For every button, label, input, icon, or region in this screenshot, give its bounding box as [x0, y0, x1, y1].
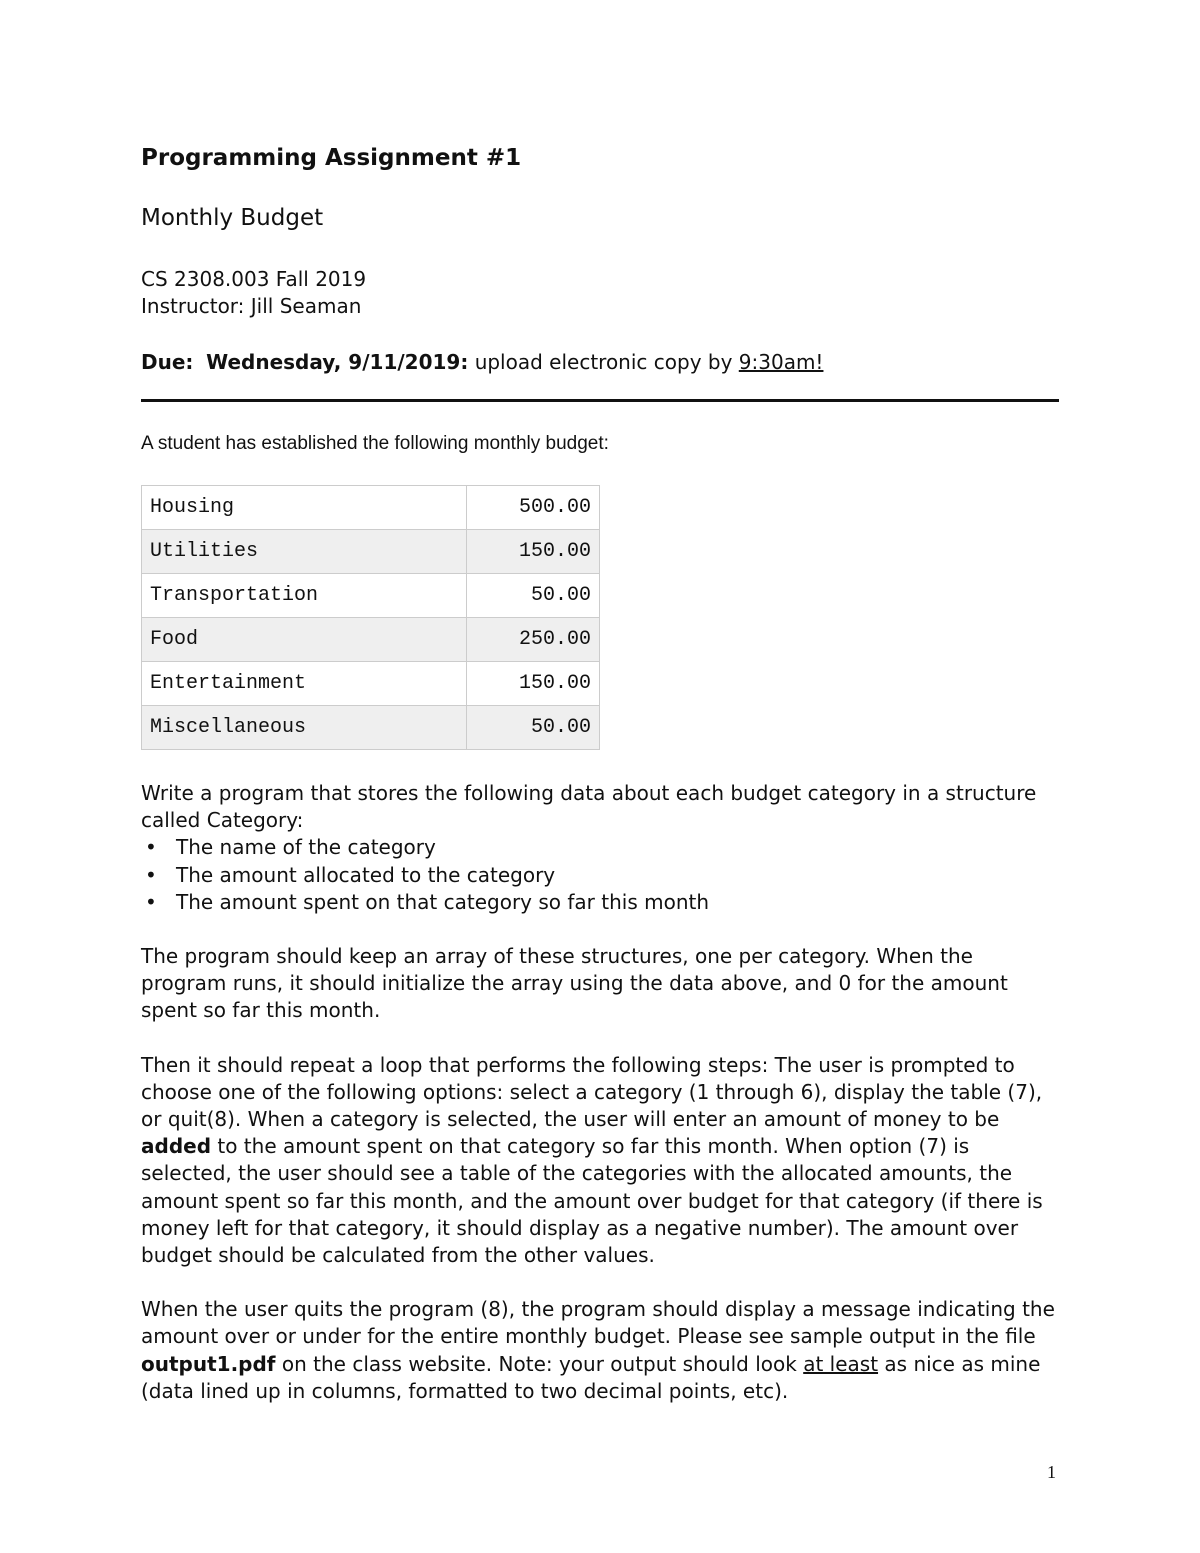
paragraph-array: The program should keep an array of these structures, one per category. When the program runs, it should initialize the array using the data above, and 0 for the amount spent so far this month.	[141, 944, 1008, 1023]
category-cell: Housing	[142, 486, 467, 530]
paragraph-quit-text-b: on the class website. Note: your output should look	[275, 1351, 804, 1376]
intro-text: A student has established the following monthly budget:	[141, 433, 609, 454]
category-cell: Transportation	[142, 574, 467, 618]
document-page	[141, 142, 1059, 1405]
paragraph-structure: Write a program that stores the following data about each budget category in a structure called Category:	[141, 781, 1037, 833]
paragraph-loop-text-a: Then it should repeat a loop that performs the following steps: The user is prompted to choose one of the following options: select a category (1 through 6), display the table (7), or quit(8). When a category is selected, the user will enter an amount of money to be	[141, 1052, 1043, 1132]
table-row	[142, 574, 600, 618]
output-filename: output1.pdf	[141, 1351, 276, 1376]
table-row	[142, 486, 600, 530]
due-label: Due:	[141, 350, 194, 374]
paragraph-loop	[141, 1052, 1059, 1270]
bullet-icon: •	[145, 862, 157, 887]
table-row	[142, 530, 600, 574]
course-line: CS 2308.003 Fall 2019	[141, 267, 367, 291]
category-cell: Food	[142, 618, 467, 662]
list-item-text: The amount allocated to the category	[176, 862, 556, 887]
list-item	[141, 889, 1059, 916]
amount-cell: 500.00	[467, 486, 600, 530]
list-item-text: The amount spent on that category so far this month	[176, 889, 710, 914]
budget-table	[141, 485, 600, 750]
instructor-line: Instructor: Jill Seaman	[141, 294, 362, 318]
bullet-icon: •	[145, 889, 157, 914]
amount-cell: 50.00	[467, 574, 600, 618]
table-row	[142, 618, 600, 662]
table-row	[142, 662, 600, 706]
paragraph-quit-text-c: as nice as mine (data lined up in columns, formatted to two decimal points, etc).	[141, 1351, 1041, 1403]
assignment-subtitle: Monthly Budget	[141, 205, 324, 231]
amount-cell: 250.00	[467, 618, 600, 662]
category-cell: Entertainment	[142, 662, 467, 706]
paragraph-loop-bold: added	[141, 1134, 212, 1159]
horizontal-divider	[141, 399, 1059, 402]
page-number: 1	[1047, 1462, 1056, 1482]
amount-cell: 150.00	[467, 530, 600, 574]
paragraph-loop-text-b: to the amount spent on that category so far this month. When option (7) is selected, the user should see a table of the categories with the allocated amounts, the amount spent so far this month, and the amount over budget for that category (if there is money left for that category, it should display as a negative number). The amount over budget should be calculated from the other values.	[141, 1134, 1043, 1268]
amount-cell: 50.00	[467, 706, 600, 750]
due-date: Wednesday, 9/11/2019:	[206, 350, 469, 374]
paragraph-quit-text-a: When the user quits the program (8), the program should display a message indicating the amount over or under for the entire monthly budget. Please see sample output in the file	[141, 1297, 1055, 1349]
category-cell: Utilities	[142, 530, 467, 574]
paragraph-quit-underlined: at least	[803, 1351, 879, 1376]
due-line	[141, 348, 1059, 376]
due-text: upload electronic copy by	[474, 350, 733, 374]
due-time: 9:30am!	[738, 350, 824, 374]
amount-cell: 150.00	[467, 662, 600, 706]
list-item	[141, 834, 1059, 861]
bullet-list	[141, 834, 1059, 916]
table-row	[142, 706, 600, 750]
paragraph-quit	[141, 1296, 1059, 1405]
list-item-text: The name of the category	[176, 835, 436, 860]
category-cell: Miscellaneous	[142, 706, 467, 750]
list-item	[141, 862, 1059, 889]
assignment-title: Programming Assignment #1	[141, 145, 522, 171]
bullet-icon: •	[145, 835, 157, 860]
